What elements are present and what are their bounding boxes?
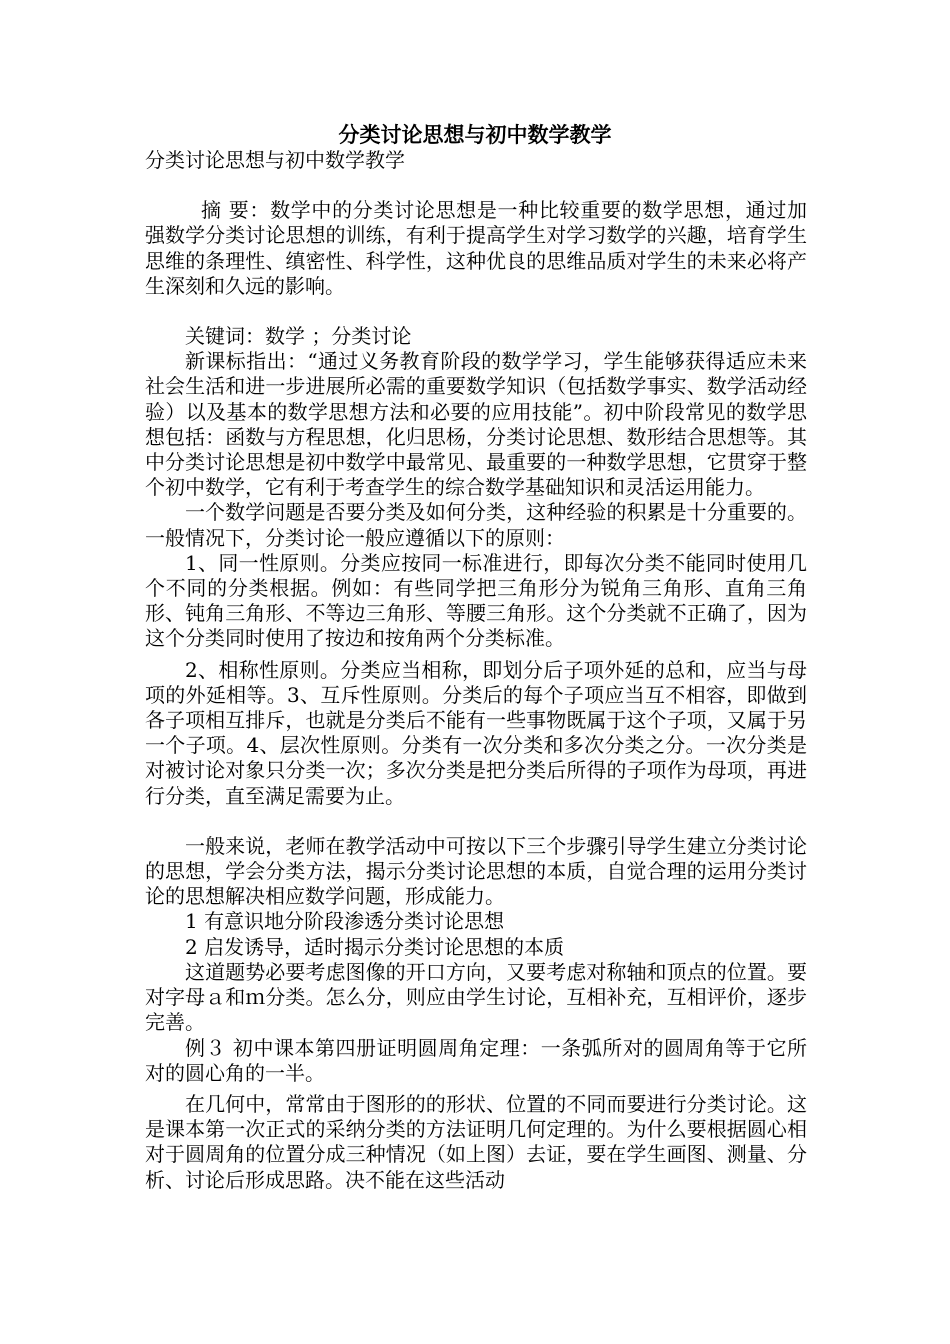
document-title: 分类讨论思想与初中数学教学 [338, 122, 612, 147]
step-heading: 2 启发诱导，适时揭示分类讨论思想的本质 [185, 934, 565, 959]
document-subtitle: 分类讨论思想与初中数学教学 [145, 148, 405, 172]
keywords-paragraph: 关键词：数学 ；分类讨论 [185, 324, 412, 349]
document-body [145, 148, 807, 1193]
example-paragraph: 例３ 初中课本第四册证明圆周角定理：一条弧所对的圆周角等于它所对的圆心角的一半。 [145, 1035, 807, 1085]
body-paragraph: 一般来说，老师在教学活动中可按以下三个步骤引导学生建立分类讨论的思想，学会分类方法，揭示分类讨论思想的本质，自觉合理的运用分类讨论的思想解决相应数学问题，形成能力。 [145, 833, 807, 909]
body-paragraph: 这道题势必要考虑图像的开口方向，又要考虑对称轴和顶点的位置。要对字母ａ和ｍ分类。怎么分，则应由学生讨论，互相补充，互相评价，逐步完善。 [145, 959, 807, 1035]
principle-paragraph: 1、同一性原则。分类应按同一标准进行，即每次分类不能同时使用几个不同的分类根据。例如：有些同学把三角形分为锐角三角形、直角三角形、钝角三角形、不等边三角形、等腰三角形。这个分类就不正确了，因为这个分类同时使用了按边和按角两个分类标准。 [145, 550, 807, 651]
abstract-paragraph: 摘 要：数学中的分类讨论思想是一种比较重要的数学思想，通过加强数学分类讨论思想的训练，有利于提高学生对学习数学的兴趣，培育学生思维的条理性、缜密性、科学性，这种优良的思维品质对学生的未来必将产生深刻和久远的影响。 [145, 198, 807, 298]
body-paragraph: 新课标指出：“通过义务教育阶段的数学学习，学生能够获得适应未来社会生活和进一步进展所必需的重要数学知识（包括数学事实、数学活动经验）以及基本的数学思想方法和必要的应用技能”。初中阶段常见的数学思想包括：函数与方程思想，化归思杨，分类讨论思想、数形结合思想等。其中分类讨论思想是初中数学中最常见、最重要的一种数学思想，它贯穿于整个初中数学，它有利于考查学生的综合数学基础知识和灵活运用能力。 [145, 349, 807, 500]
principle-paragraph: 2、相称性原则。分类应当相称，即划分后子项外延的总和，应当与母项的外延相等。3、互斥性原则。分类后的每个子项应当互不相容，即做到各子项相互排斥，也就是分类后不能有一些事物既属于这个子项，又属于另一个子项。4、层次性原则。分类有一次分类和多次分类之分。一次分类是对被讨论对象只分类一次；多次分类是把分类后所得的子项作为母项，再进行分类，直至满足需要为止。 [145, 657, 807, 808]
body-paragraph: 一个数学问题是否要分类及如何分类，这种经验的积累是十分重要的。一般情况下，分类讨论一般应遵循以下的原则： [145, 500, 807, 550]
step-heading: 1 有意识地分阶段渗透分类讨论思想 [185, 909, 505, 934]
body-paragraph: 在几何中，常常由于图形的的形状、位置的不同而要进行分类讨论。这是课本第一次正式的采纳分类的方法证明几何定理的。为什么要根据圆心相对于圆周角的位置分成三种情况（如上图）去证，要在学生画图、测量、分析、讨论后形成思路。决不能在这些活动 [145, 1091, 807, 1192]
